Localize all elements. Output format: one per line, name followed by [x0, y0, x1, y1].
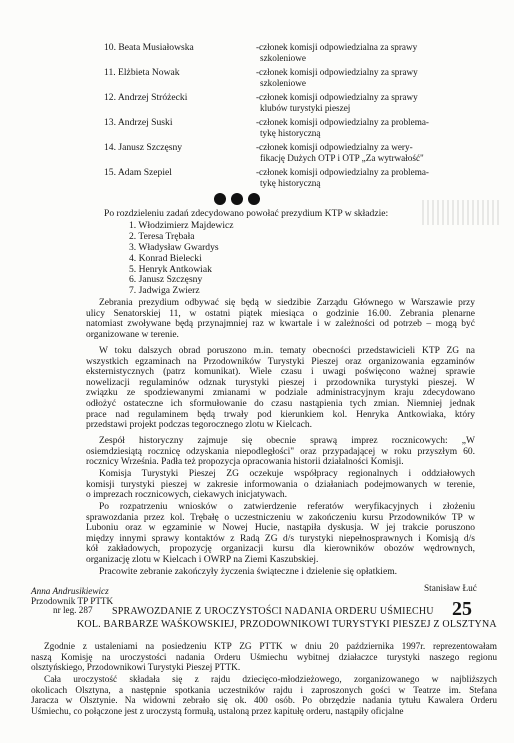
- member-role: [256, 92, 482, 114]
- paragraph-meetings: [86, 298, 475, 340]
- member-role-line: klubów turystyki pieszej: [260, 103, 351, 113]
- text-line: osiemdziesiątą rocznicę odzyskania niepodległości" oraz przypadającej w roku przyszłym 60.: [86, 446, 475, 457]
- text-line: Luboniu oraz w egzaminie w Nowej Hucie, nastąpiła dyskusja. W jej trakcie poruszono: [86, 523, 475, 534]
- presidium-member: 1. Włodzimierz Majdewicz: [129, 220, 234, 231]
- text-line: olsztyńskiego, Przodownikowi Turystyki Pieszej PTTK.: [31, 663, 241, 674]
- author-name: Anna Andrusikiewicz: [31, 586, 109, 596]
- presidium-member: 2. Teresa Trębała: [129, 230, 195, 242]
- author-block: [31, 587, 113, 616]
- text-line: Zespół historyczny zajmuje się obecnie sprawą imprez rocznicowych: „W: [99, 436, 475, 446]
- member-role-line: -członek komisji odpowiedzialny za sprawy: [256, 92, 418, 102]
- member-role-line: tykę historyczną: [260, 178, 321, 188]
- presidium-list: [129, 221, 234, 297]
- divider-dot: [214, 193, 226, 205]
- member-role-line: -członek komisji odpowiedzialny za problema-: [256, 167, 429, 177]
- member-name: 15. Adam Szepiel: [104, 167, 172, 178]
- member-role-line: -członek komisji odpowiedzialny za wery-: [256, 142, 413, 152]
- member-role: [256, 167, 482, 189]
- text-line: sprawozdania przez kol. Trębałę o uczestniczeniu w zakończeniu kursu Przodowników TP w: [86, 512, 475, 523]
- author-title: Przodownik TP PTTK: [31, 595, 114, 606]
- text-line: kół zakładowych, propozycję organizacji kursu dla kierowników obozów wędrownych,: [86, 544, 475, 555]
- member-role-line: -członek komisji odpowiedzialny za problema-: [256, 117, 429, 127]
- paragraph-historical-team: [86, 436, 475, 468]
- text-line: okolicach Olsztyna, a następnie spotkania uczestników rajdu i zaproszonych gości w Teatrze im. Stefana: [31, 685, 497, 696]
- presidium-member: 5. Henryk Antkowiak: [129, 263, 212, 275]
- paragraph-discussion: [86, 346, 475, 431]
- member-role-line: -członek komisji odpowiedzialny za sprawy: [256, 67, 418, 77]
- presidium-intro: Po rozdzieleniu zadań zdecydowano powołać prezydium KTP w składzie:: [104, 208, 389, 219]
- presidium-member: 7. Jadwiga Zwierz: [129, 285, 200, 297]
- text-line: ulicy Senatorskiej 11, w ostatni piątek miesiąca o godzinie 16.00. Zebrania plenarne: [86, 308, 475, 319]
- text-line: Jaracza w Olsztynie. Na widowni zebrało się ok. 400 osób. Po obrzędzie nadania tytułu Kawalera Orderu: [31, 696, 497, 707]
- member-role-line: -członek komisji odpowiedzialna za sprawy: [256, 42, 418, 52]
- member-name: 11. Elżbieta Nowak: [104, 67, 180, 78]
- member-role-line: szkoleniowe: [260, 53, 306, 63]
- member-row: [104, 42, 484, 67]
- member-name: 13. Andrzej Suski: [104, 117, 173, 128]
- text-line: rocznicy Września. Padła też propozycja opracowania historii działalności Komisji.: [86, 457, 404, 468]
- paragraph-report-intro: [31, 642, 497, 674]
- presidium-member: 3. Władysław Gwardys: [129, 241, 219, 253]
- member-row: [104, 142, 484, 167]
- text-line: organizowane w terenie.: [86, 329, 179, 340]
- member-name: 10. Beata Musiałowska: [104, 42, 194, 53]
- page-number: 25: [452, 598, 472, 620]
- text-line: Zgodnie z ustaleniami na posiedzeniu KTP ZG PTTK w dniu 20 października 1997r. reprezentowałam: [44, 642, 497, 652]
- text-line: prace nad regulaminem będą trwały pod kierunkiem kol. Henryka Antkowiaka, który: [86, 409, 475, 420]
- text-line: Zebrania prezydium odbywać się będą w siedzibie Zarządu Głównego w Warszawie przy: [99, 298, 475, 308]
- paragraph-verification: [86, 502, 475, 566]
- text-line: komisji turystyki pieszej w zakresie informowania o działaniach podejmowanych w terenie,: [86, 479, 475, 490]
- member-name: 14. Janusz Szczęsny: [104, 142, 183, 153]
- member-row: [104, 117, 484, 142]
- presidium-member: 6. Janusz Szczęsny: [129, 274, 203, 286]
- paragraph-cooperation: [86, 469, 475, 501]
- text-line: Po rozpatrzeniu wniosków o zatwierdzenie referatów weryfikacyjnych i złożeniu: [99, 502, 475, 512]
- presidium-member: 4. Konrad Bielecki: [129, 252, 202, 264]
- signature-stanislaw: Stanisław Łuć: [424, 584, 477, 594]
- member-role: [256, 117, 482, 139]
- text-line: Uśmiechu, co połączone jest z uroczystą formułą, ustaloną przez kapitułę orderu, nastąpiły oficjalne: [31, 706, 404, 717]
- text-line: o imprezach rocznicowych, ciekawych inicjatywach.: [86, 490, 287, 501]
- member-row: [104, 67, 484, 92]
- text-line: natomiast zwoływane będą przynajmniej raz w kwartale i w zależności od potrzeb – mogą być: [86, 319, 475, 330]
- text-line: naszą Komisję na uroczystości nadania Orderu Uśmiechu wybitnej działaczce turystyki naszego regionu: [31, 652, 497, 663]
- divider-dot: [231, 193, 243, 205]
- text-line: między innymi sprawy kontaktów z Radą ZG d/s turystyki niepełnosprawnych i Komisją d/s: [86, 533, 475, 544]
- text-line: związku ze spodziewanymi zmianami w podziale administracyjnym kraju zdecydowano: [86, 388, 475, 399]
- member-role: [256, 142, 482, 164]
- text-line: eksternistycznych (patrz komunikat). Wiele czasu i uwagi poświęcono ważnej sprawie: [86, 367, 475, 378]
- member-name: 12. Andrzej Stróżecki: [104, 92, 188, 103]
- text-line: organizację zlotu w Kielcach i OWRP na Ziemi Kaszubskiej.: [86, 554, 319, 565]
- text-line: W toku dalszych obrad poruszono m.in. tematy obecności przedstawicieli KTP ZG na: [99, 346, 475, 356]
- text-line: nowelizacji regulaminów odznak turystyki pieszej i przodownika turystyki pieszej. W: [86, 377, 475, 388]
- paragraph-closing: Pracowite zebranie zakończyły życzenia świąteczne i dzielenie się opłatkiem.: [99, 566, 398, 577]
- print-smudge: [422, 200, 502, 225]
- member-row: [104, 92, 484, 117]
- text-line: Komisja Turystyki Pieszej ZG oczekuje współpracy regionalnych i oddziałowych: [99, 469, 475, 479]
- member-role-line: tykę historyczną: [260, 128, 321, 138]
- report-title-line1: SPRAWOZDANIE Z UROCZYSTOŚCI NADANIA ORDERU UŚMIECHU: [112, 606, 434, 617]
- text-line: Cała uroczystość składała się z rajdu dziecięco-młodzieżowego, zorganizowanego w najbliższych: [44, 675, 497, 685]
- commission-members-list: [104, 42, 484, 192]
- member-role-line: szkoleniowe: [260, 78, 306, 88]
- divider-dot: [248, 193, 260, 205]
- member-role: [256, 67, 482, 89]
- author-leg-number: nr leg. 287: [53, 605, 93, 615]
- text-line: przedstawi projekt podczas tegorocznego zlotu w Kielcach.: [86, 420, 313, 431]
- text-line: odłożyć ostateczne ich sformułowanie do czasu nastąpienia tych zmian. Niemniej jednak: [86, 398, 475, 409]
- paragraph-ceremony: [31, 675, 497, 717]
- member-row: [104, 167, 484, 192]
- text-line: wszystkich egzaminach na Przodowników Turystyki Pieszej oraz organizowania egzaminów: [86, 356, 475, 367]
- member-role: [256, 42, 482, 64]
- member-role-line: fikację Dużych OTP i OTP „Za wytrwałość": [260, 153, 424, 163]
- report-title-line2: KOL. BARBARZE WAŚKOWSKIEJ, PRZODOWNIKOWI TURYSTYKI PIESZEJ Z OLSZTYNA: [77, 619, 497, 630]
